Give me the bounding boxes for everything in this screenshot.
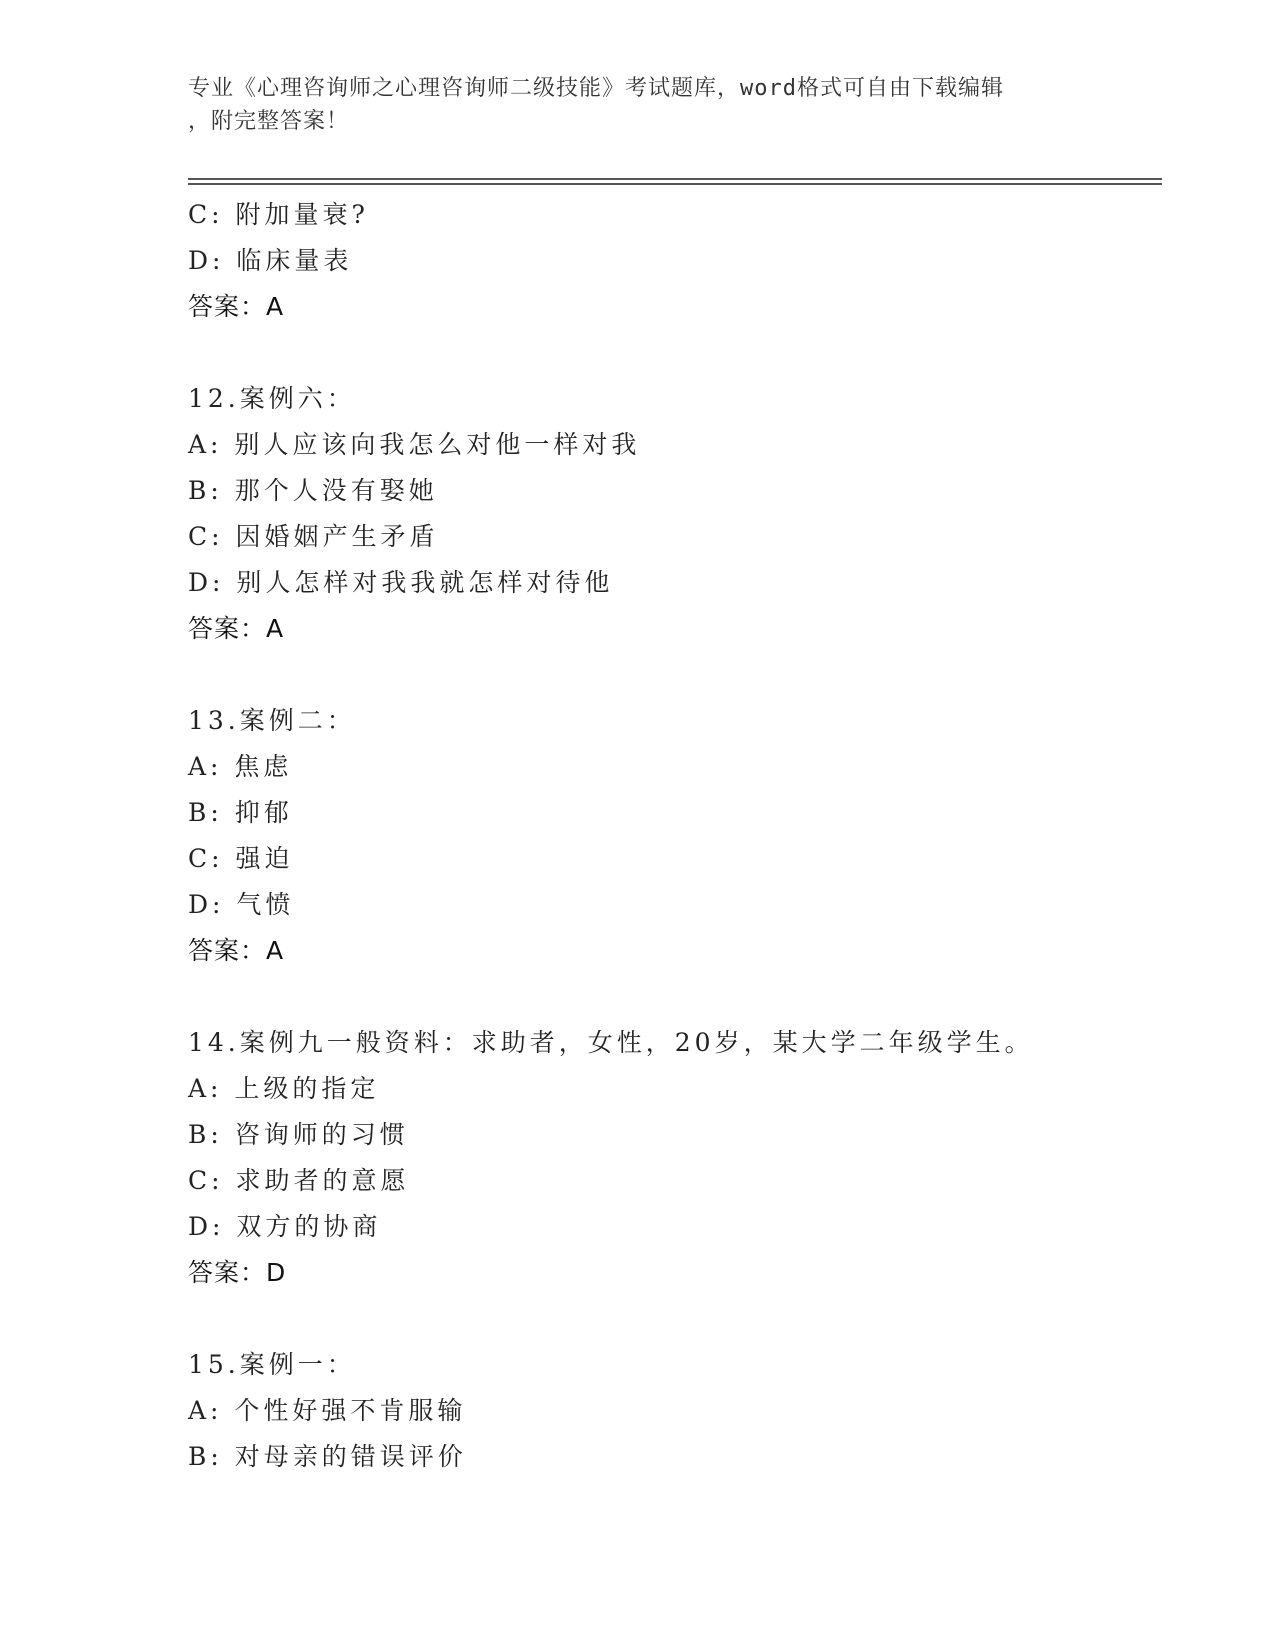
option-a: A: 个性好强不肯服输 [188, 1396, 467, 1425]
header-divider-top [188, 178, 1162, 180]
question-title: 12.案例六： [188, 384, 356, 413]
spacer [188, 330, 1168, 376]
option-b: B: 抑郁 [188, 798, 293, 827]
option-a: A: 上级的指定 [188, 1074, 380, 1103]
question-title: 13.案例二： [188, 706, 356, 735]
option-c: C: 强迫 [188, 844, 294, 873]
option-b: B: 对母亲的错误评价 [188, 1442, 467, 1471]
question-12 [188, 376, 1168, 652]
header-divider-bottom [188, 183, 1162, 185]
question-14 [188, 1020, 1168, 1296]
option-b: B: 咨询师的习惯 [188, 1120, 409, 1149]
option-c: C: 求助者的意愿 [188, 1166, 410, 1195]
spacer [188, 652, 1168, 698]
option-d: D: 气愤 [188, 890, 295, 919]
option-c: C: 因婚姻产生矛盾 [188, 522, 439, 551]
option-d: D: 临床量表 [188, 246, 353, 275]
spacer [188, 974, 1168, 1020]
header-line-2: ，附完整答案！ [188, 109, 350, 134]
spacer [188, 1296, 1168, 1342]
option-d: D: 别人怎样对我我就怎样对待他 [188, 568, 614, 597]
option-c: C: 附加量衰? [188, 200, 369, 229]
header-line-1: 专业《心理咨询师之心理咨询师二级技能》考试题库，word格式可自由下载编辑 [188, 76, 1004, 101]
question-title: 15.案例一： [188, 1350, 356, 1379]
option-a: A: 焦虑 [188, 752, 293, 781]
question-13 [188, 698, 1168, 974]
question-title: 14.案例九一般资料：求助者，女性，20岁，某大学二年级学生。 [188, 1028, 1034, 1057]
question-15 [188, 1342, 1168, 1480]
document-header [188, 72, 1088, 138]
answer: 答案：A [188, 936, 285, 965]
answer: 答案：A [188, 614, 285, 643]
answer: 答案：D [188, 1258, 287, 1287]
answer: 答案：A [188, 292, 285, 321]
option-b: B: 那个人没有娶她 [188, 476, 438, 505]
question-list [188, 192, 1168, 1480]
option-d: D: 双方的协商 [188, 1212, 382, 1241]
option-a: A: 别人应该向我怎么对他一样对我 [188, 430, 641, 459]
question-fragment [188, 192, 1168, 330]
